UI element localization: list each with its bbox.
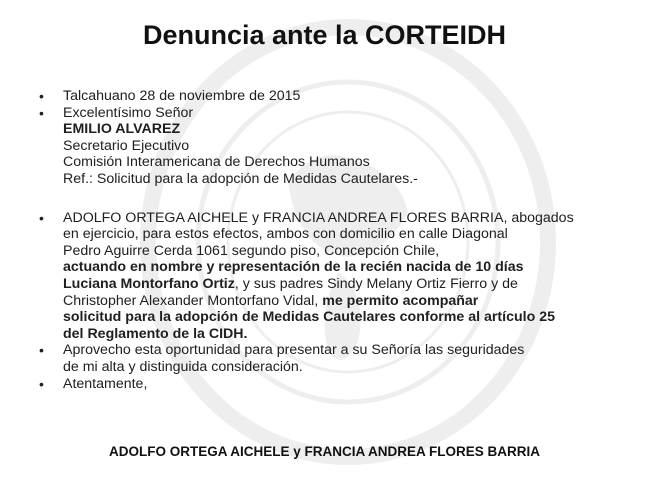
request-text: me permito acompañar	[322, 292, 479, 309]
salutation-text: Excelentísimo Señor	[63, 104, 194, 121]
list-item-body-paragraph	[36, 210, 616, 343]
child-name: Luciana Montorfano Ortiz	[63, 275, 235, 292]
body-line-3: Pedro Aguirre Cerda 1061 segundo piso, Concepción Chile,	[63, 242, 440, 259]
closing-line-2: de mi alta y distinguida consideración.	[63, 358, 303, 375]
reference-line: Ref.: Solicitud para la adopción de Medidas Cautelares.-	[63, 170, 418, 187]
list-item-addressee	[36, 105, 616, 188]
list-item-closing	[36, 342, 616, 375]
parents-text: , y sus padres Sindy Melany Ortiz Fierro y de	[234, 275, 518, 292]
bullet-icon: •	[39, 88, 44, 104]
place-date-text: Talcahuano 28 de noviembre de 2015	[63, 88, 301, 104]
body-line-6	[63, 293, 616, 310]
father-name-text: Christopher Alexander Montorfano Vidal,	[63, 292, 323, 309]
body-line-8: del Reglamento de la CIDH.	[63, 325, 248, 342]
farewell-text: Atentamente,	[63, 375, 148, 392]
addressee-role: Secretario Ejecutivo	[63, 137, 190, 154]
body-line-2: en ejercicio, para estos efectos, ambos con domicilio en calle Diagonal	[63, 226, 508, 243]
bullet-icon: •	[39, 209, 44, 226]
body-line-7: solicitud para la adopción de Medidas Cautelares conforme al artículo 25	[63, 309, 555, 326]
bullet-icon: •	[39, 104, 44, 121]
list-item-farewell	[36, 376, 616, 393]
page-title: Denuncia ante la CORTEIDH	[142, 20, 507, 50]
bullet-icon: •	[39, 375, 44, 392]
body-line-4: actuando en nombre y representación de la recién nacida de 10 días	[63, 259, 524, 276]
addressee-organization: Comisión Interamericana de Derechos Humanos	[63, 154, 370, 171]
letter-body	[36, 88, 616, 392]
signature-line: ADOLFO ORTEGA AICHELE y FRANCIA ANDREA FLORES BARRIA	[109, 444, 540, 459]
addressee-name: EMILIO ALVAREZ	[63, 121, 181, 138]
bullet-icon: •	[39, 342, 44, 359]
body-line-5	[63, 276, 616, 293]
list-item-place-date	[36, 88, 616, 105]
body-line-1: ADOLFO ORTEGA AICHELE y FRANCIA ANDREA FLORES BARRIA, abogados	[63, 209, 574, 226]
closing-line-1: Aprovecho esta oportunidad para presentar a su Señoría las seguridades	[63, 342, 525, 359]
